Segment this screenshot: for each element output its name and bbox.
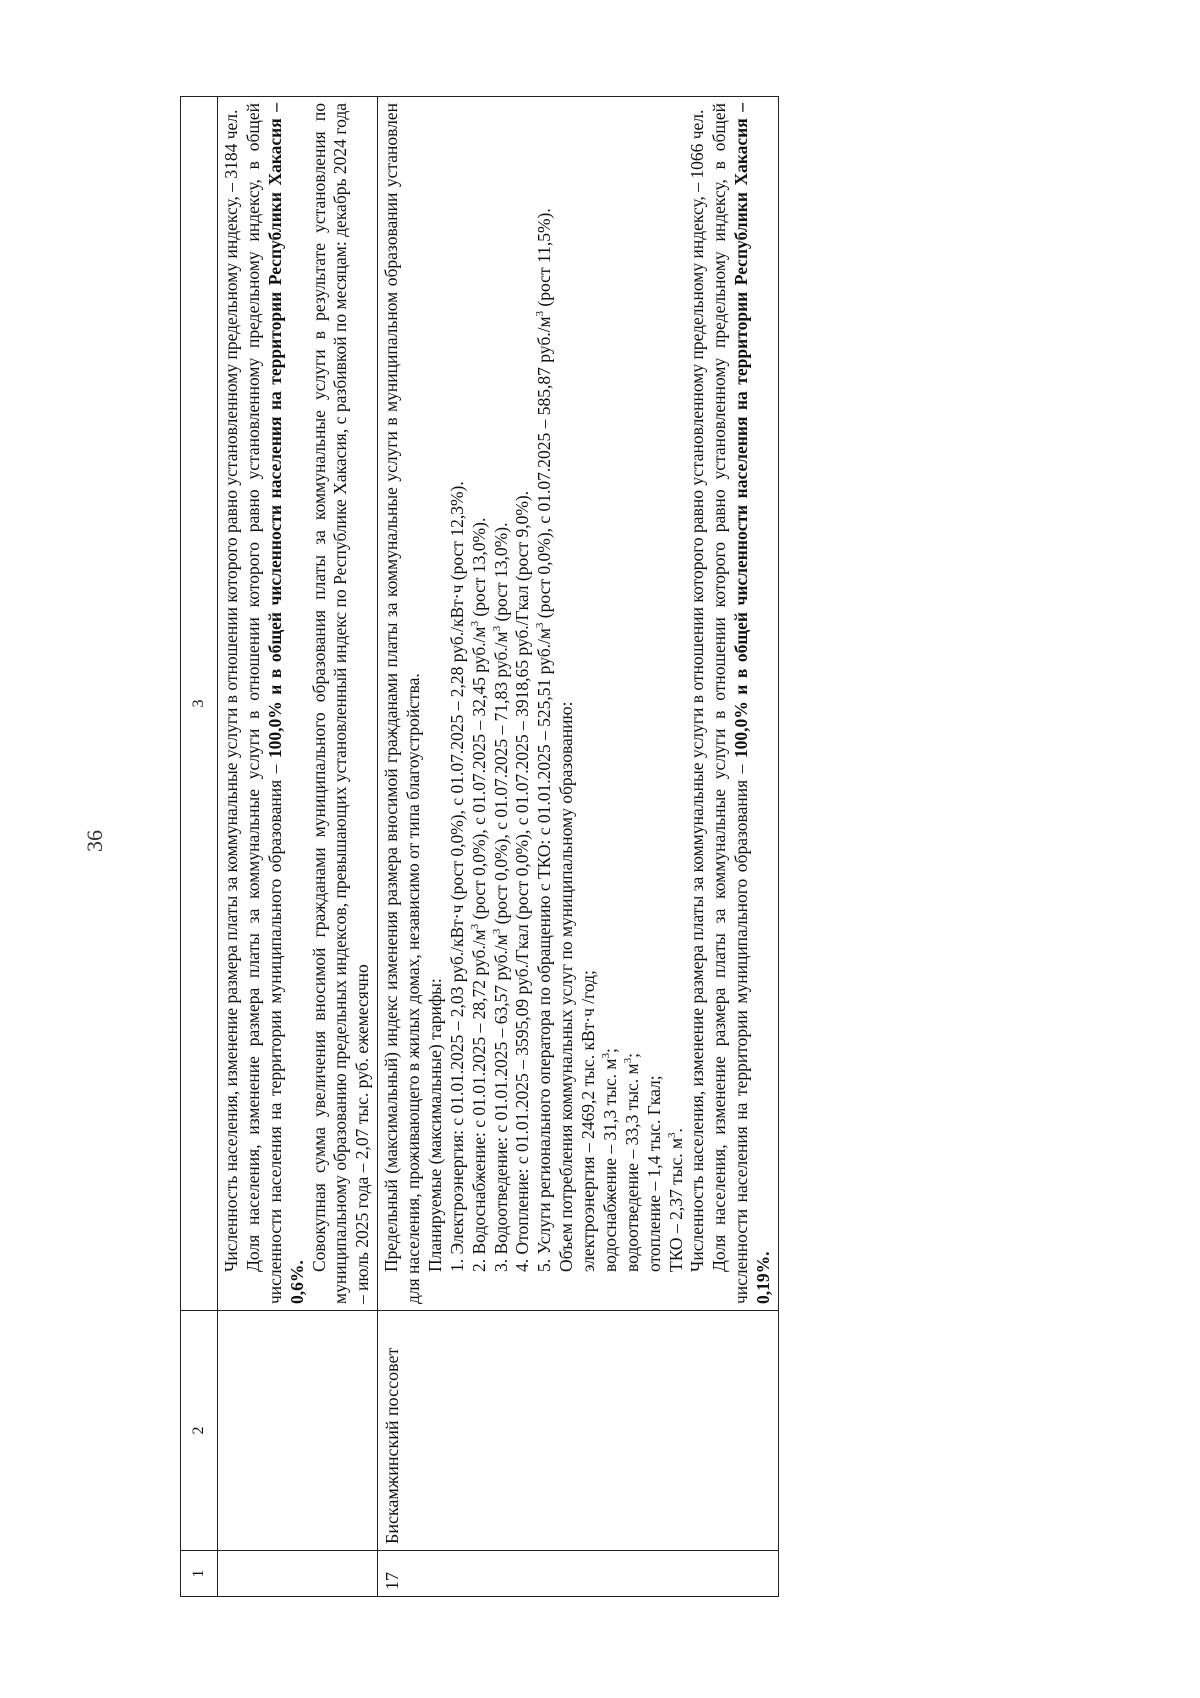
share-paragraph — [243, 103, 309, 1304]
superscript-3: 3 — [534, 310, 547, 317]
share-text-bold: 100,0% и в общей численности населения на территории Республики Хакасия – 0,19%. — [731, 103, 773, 1304]
superscript-3: 3 — [600, 1053, 613, 1059]
share-text: Доля населения, изменение размера платы за коммунальные услуги в отношении которого равно установленному предельному индексу, в общей численности населения на территории муниципального образования – — [242, 103, 285, 1304]
tariffs-title: Планируемые (максимальные) тарифы: — [424, 978, 445, 1272]
volume-title: Объем потребления коммунальных услуг по муниципальному образованию: — [556, 701, 577, 1272]
period: . — [665, 1128, 686, 1133]
table-row-17 — [378, 97, 779, 1597]
total-sum-paragraph: Совокупная сумма увеличения вносимой гражданами муниципального образования платы за коммунальные услуги в результате установления по муниципальному образованию предельных индексов, превышающих установленный индекс по Республике Хакасия, с разбивкой по месяцам: декабрь 2024 года – июль 2025 года – 2,07 тыс. руб. ежемесячно — [308, 103, 373, 1304]
table-row-continued — [218, 97, 378, 1597]
cell-empty-num — [218, 1551, 378, 1597]
share-paragraph — [709, 103, 775, 1304]
document-table — [180, 96, 779, 1597]
share-text: Доля населения, изменение размера платы за коммунальные услуги в отношении которого равно установленному предельному индексу, в общей численности населения на территории муниципального образования – — [709, 103, 752, 1304]
header-col-1: 1 — [181, 1551, 218, 1597]
semicolon: ; — [621, 1053, 642, 1058]
tariff-sewerage-c: (рост 13,0%). — [490, 522, 511, 626]
header-col-2: 2 — [181, 1311, 218, 1551]
tariff-water-supply-a: 2. Водоснабжение: с 01.01.2025 – 28,72 руб./м — [468, 929, 489, 1272]
population-paragraph: Численность населения, изменение размера платы за коммунальные услуги в отношении которого равно установленному предельному индексу, – 3184 чел. — [221, 109, 241, 1272]
tariff-waste-c: (рост 11,5%). — [534, 208, 555, 311]
municipality-name: Бискамжинский поссовет — [378, 1311, 779, 1551]
superscript-3: 3 — [665, 1132, 678, 1138]
volume-waste-text: ТКО – 2,37 тыс. м — [665, 1137, 686, 1272]
table-header-row — [181, 97, 218, 1597]
tariff-waste-a: 5. Услуги регионального оператора по обращению с ТКО: с 01.01.2025 – 525,51 руб./м — [534, 628, 555, 1272]
volume-waste — [666, 103, 688, 1304]
volume-water-supply-text: водоснабжение – 31,3 тыс. м — [599, 1058, 620, 1272]
volume-sewerage-text: водоотведение – 33,3 тыс. м — [621, 1063, 642, 1272]
tariff-waste — [534, 103, 556, 1304]
row-number: 17 — [378, 1551, 779, 1597]
semicolon: ; — [599, 1048, 620, 1054]
superscript-3: 3 — [490, 928, 503, 935]
header-col-3: 3 — [181, 97, 218, 1311]
tariff-electricity: 1. Электроэнергия: с 01.01.2025 – 2,03 руб./кВт·ч (рост 0,0%), с 01.07.2025 – 2,28 руб./кВт·ч (рост 12,3%). — [446, 481, 467, 1272]
population-paragraph: Численность населения, изменение размера платы за коммунальные услуги в отношении которого равно установленному предельному индексу, – 1066 чел. — [687, 109, 708, 1272]
index-intro: Предельный (максимальный) индекс изменения размера вносимой гражданами платы за коммунальные услуги в муниципальном образовании установлен для населения, проживающего в жилых домах, независимо от типа благоустройства. — [381, 103, 423, 1304]
tariff-sewerage-b: (рост 0,0%), с 01.07.2025 – 71,83 руб./м — [490, 631, 511, 929]
tariff-water-supply-b: (рост 0,0%), с 01.07.2025 – 32,45 руб./м — [468, 626, 489, 924]
tariff-heating: 4. Отопление: с 01.01.2025 – 3595,09 руб./Гкал (рост 0,0%), с 01.07.2025 – 3918,65 руб./Гкал (рост 9,0%). — [512, 490, 533, 1272]
superscript-3: 3 — [468, 621, 481, 627]
page-number: 36 — [82, 830, 107, 852]
cell-continued-text — [218, 97, 378, 1311]
row-17-text — [378, 97, 779, 1311]
volume-electricity: электроэнергия – 2469,2 тыс. кВт·ч /год; — [578, 970, 598, 1272]
cell-empty-name — [218, 1311, 378, 1551]
rotated-table-container — [180, 97, 1110, 1597]
share-text-bold: 100,0% и в общей численности населения на территории Республики Хакасия – 0,6%. — [264, 103, 307, 1304]
tariff-sewerage-a: 3. Водоотведение: с 01.01.2025 – 63,57 руб./м — [490, 934, 511, 1272]
superscript-3: 3 — [621, 1057, 634, 1064]
superscript-3: 3 — [468, 923, 481, 930]
tariff-water-supply — [469, 103, 491, 1304]
volume-heating: отопление – 1,4 тыс. Гкал; — [643, 1075, 664, 1272]
superscript-3: 3 — [534, 622, 547, 629]
volume-sewerage — [622, 103, 644, 1304]
superscript-3: 3 — [490, 625, 503, 632]
tariff-sewerage — [491, 103, 513, 1304]
volume-water-supply — [600, 103, 622, 1304]
tariff-waste-b: (рост 0,0%), с 01.07.2025 – 585,87 руб./м — [534, 316, 555, 623]
tariff-water-supply-c: (рост 13,0%). — [468, 517, 489, 621]
